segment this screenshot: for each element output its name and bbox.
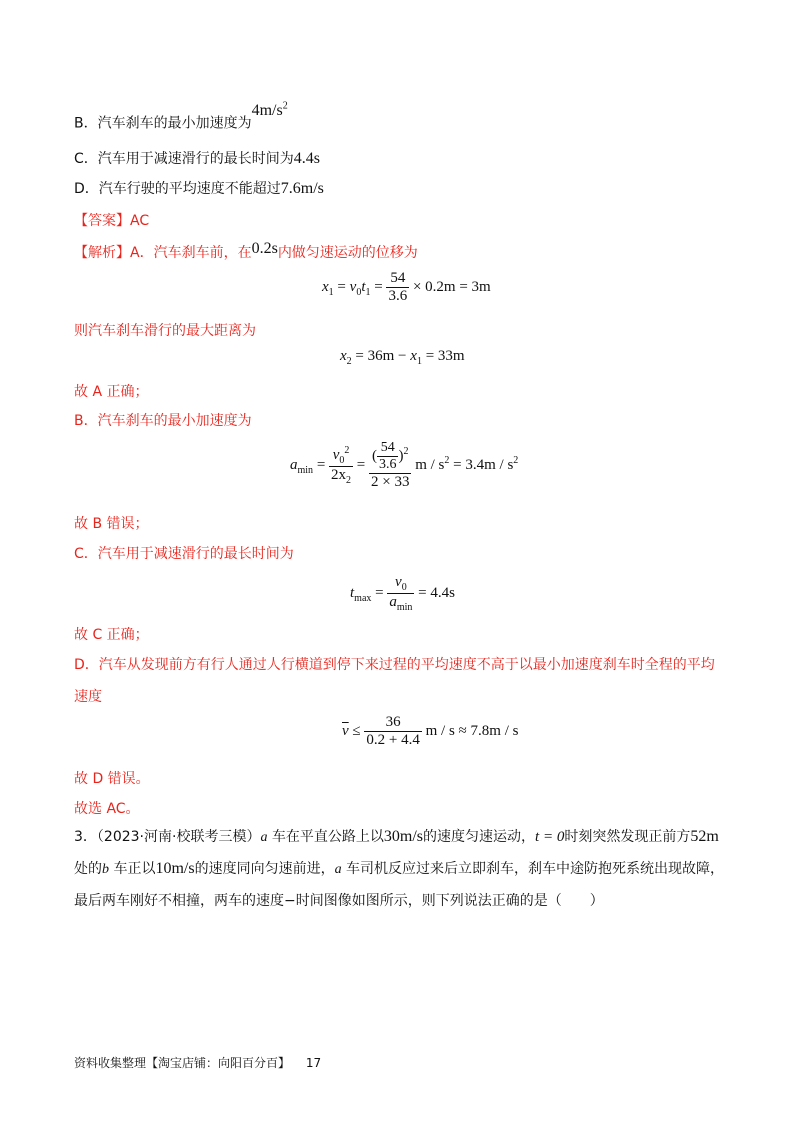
analysis-b-text: B．汽车刹车的最小加速度为	[74, 413, 252, 429]
analysis-prefix: 【解析】	[74, 245, 130, 261]
question-3-line-2: 处的b 车正以10m/s的速度同向匀速前进，a 车司机反应过来后立即刹车，刹车中途防抱死系统出现故障，	[74, 860, 725, 877]
analysis-c-text: C．汽车用于减速滑行的最长时间为	[74, 546, 294, 562]
page-footer	[74, 1054, 321, 1071]
equation-x2: $x_2 = 36m - x_1 = 33m$	[340, 348, 465, 367]
analysis-a-conclusion: 故 A 正确；	[74, 384, 149, 400]
option-d-text: D．汽车行驶的平均速度不能超过	[74, 181, 281, 197]
analysis-c-conclusion: 故 C 正确；	[74, 627, 149, 643]
option-c-text: C．汽车用于减速滑行的最长时间为	[74, 151, 294, 167]
option-d	[74, 180, 324, 198]
equation-amin: $a_{min}$ = $\frac{v_0^2}{2x_2}$ = ( $\frac{54}{3.6}$ )$^2$ 2 × 33 $m / s^2 = 3.4m / s^2$	[290, 440, 519, 490]
option-c-value: 4.4s	[293, 150, 321, 167]
analysis-d-text-2: 速度	[74, 689, 102, 705]
fraction-36-over-sum: $\frac{36}{0.2 + 4.4}$	[366, 714, 420, 748]
equation-vbar: $\overline{v}$ ≤ $\frac{36}{0.2 + 4.4}$ m / s ≈ 7.8m / s	[342, 714, 519, 748]
question-source: （2023·河南·校联考三模）	[96, 829, 261, 845]
fraction-squared-over-2x33: ( $\frac{54}{3.6}$ )$^2$ 2 × 33	[371, 440, 410, 490]
fraction-v0-over-amin: $\frac{v_0}{a_{min}}$	[389, 574, 413, 613]
analysis-d-conclusion: 故 D 错误。	[74, 771, 150, 787]
analysis-a-value: 0.2s	[251, 240, 278, 257]
analysis-d-text-1: D．汽车从发现前方有行人通过人行横道到停下来过程的平均速度不高于以最小加速度刹车时全程的平均	[74, 657, 715, 673]
question-number: 3．	[74, 829, 97, 845]
option-c	[74, 150, 320, 168]
analysis-a-line	[74, 240, 418, 262]
option-b	[74, 101, 288, 132]
option-b-text: B．汽车刹车的最小加速度为	[74, 115, 252, 132]
analysis-max-distance-text: 则汽车刹车滑行的最大距离为	[74, 323, 256, 339]
option-d-value: 7.6m/s	[280, 180, 324, 197]
footer-text: 资料收集整理【淘宝店铺：向阳百分百】	[74, 1056, 291, 1070]
fraction-54-over-3.6: $\frac{54}{3.6}$	[388, 270, 408, 304]
fraction-v0sq-over-2x2: $\frac{v_0^2}{2x_2}$	[331, 445, 352, 486]
analysis-final: 故选 AC。	[74, 801, 140, 817]
equation-x1: $x_1 = v_0t_1$ = $\frac{54}{3.6}$ × 0.2m = 3m	[322, 270, 491, 304]
question-3-line-3: 最后两车刚好不相撞，两车的速度−时间图像如图所示，则下列说法正确的是（ ）	[74, 893, 604, 909]
analysis-a-text: A．汽车刹车前，在	[130, 245, 252, 261]
option-b-value: $4m/s^2$	[251, 101, 288, 120]
equation-tmax: $t_{max}$ = $\frac{v_0}{a_{min}}$ = 4.4s	[350, 574, 455, 613]
answer: 【答案】AC	[74, 213, 150, 229]
page-number: 17	[305, 1056, 322, 1070]
analysis-b-conclusion: 故 B 错误；	[74, 516, 149, 532]
analysis-a-text2: 内做匀速运动的位移为	[277, 245, 418, 261]
question-3-line-1: 3．（2023·河南·校联考三模）a 车在平直公路上以30m/s的速度匀速运动，t = 0时刻突然发现正前方52m	[74, 828, 719, 845]
